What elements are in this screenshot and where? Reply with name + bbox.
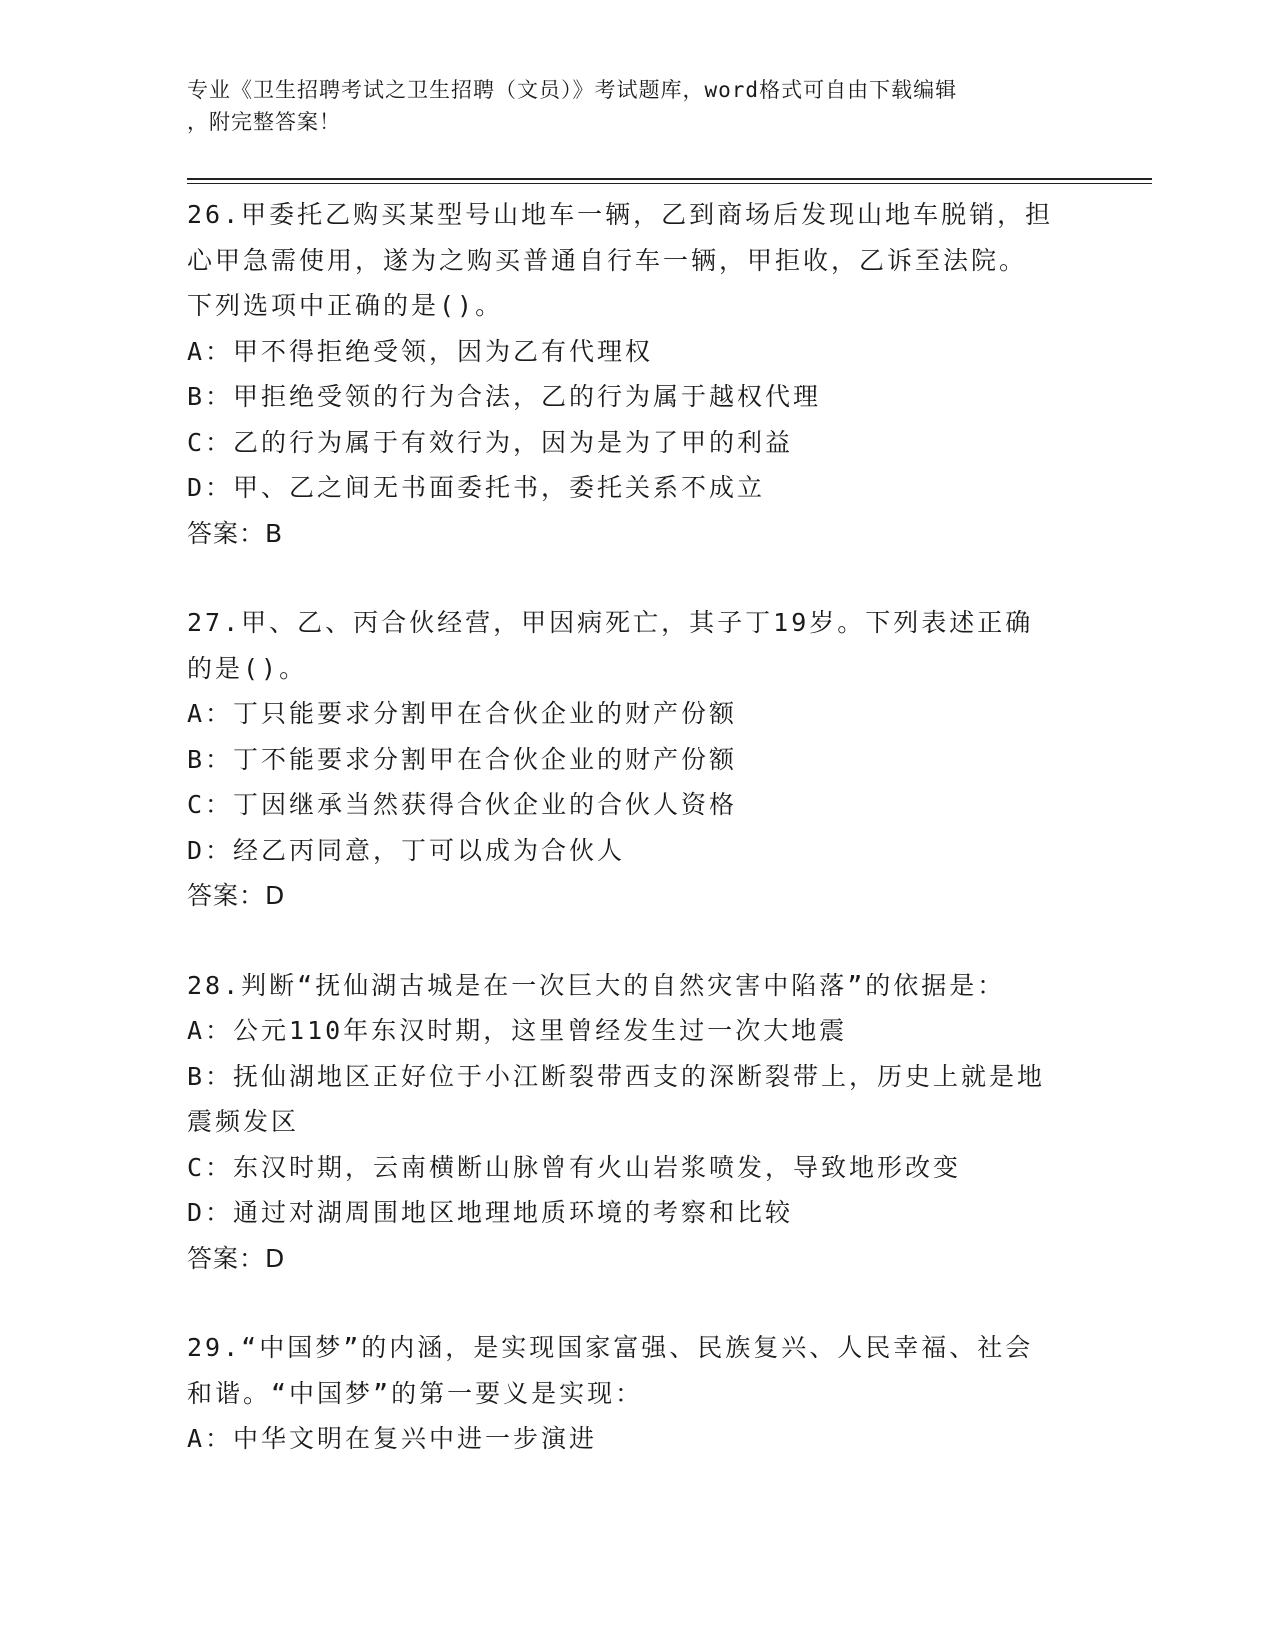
option-d: D：甲、乙之间无书面委托书，委托关系不成立: [187, 473, 766, 502]
option-a: A：丁只能要求分割甲在合伙企业的财产份额: [187, 699, 738, 728]
question-stem-line: 心甲急需使用，遂为之购买普通自行车一辆，甲拒收，乙诉至法院。: [187, 245, 1028, 275]
answer-label: 答案：D: [187, 881, 286, 910]
option-d: D：经乙丙同意，丁可以成为合伙人: [187, 835, 626, 865]
option-b: B：甲拒绝受领的行为合法，乙的行为属于越权代理: [187, 382, 822, 411]
question-list: [187, 192, 1067, 1506]
answer-label: 答案：B: [187, 518, 284, 548]
option-c: C：丁因继承当然获得合伙企业的合伙人资格: [187, 790, 738, 819]
option-c: C：东汉时期，云南横断山脉曾有火山岩浆喷发，导致地形改变: [187, 1152, 962, 1182]
header-line-2: ，附完整答案！: [187, 110, 341, 134]
question-stem-line: 28.判断“抚仙湖古城是在一次巨大的自然灾害中陷落”的依据是：: [187, 970, 1006, 1000]
option-d: D：通过对湖周围地区地理地质环境的考察和比较: [187, 1198, 794, 1227]
question-stem-line: 27.甲、乙、丙合伙经营，甲因病死亡，其子丁19岁。下列表述正确: [187, 608, 1034, 637]
option-b: B：抚仙湖地区正好位于小江断裂带西支的深断裂带上，历史上就是地: [187, 1061, 1046, 1091]
option-b: B：丁不能要求分割甲在合伙企业的财产份额: [187, 744, 738, 774]
document-page: [187, 0, 1152, 1650]
question-26: [187, 192, 1067, 556]
question-27: [187, 600, 1067, 919]
question-29: [187, 1325, 1067, 1462]
answer-label: 答案：D: [187, 1243, 286, 1273]
option-a: A：甲不得拒绝受领，因为乙有代理权: [187, 336, 654, 366]
question-stem-line: 的是()。: [187, 653, 308, 683]
question-stem-line: 29.“中国梦”的内涵，是实现国家富强、民族复兴、人民幸福、社会: [187, 1333, 1034, 1362]
option-b-continued: 震频发区: [187, 1107, 300, 1136]
question-28: [187, 963, 1067, 1282]
question-stem-line: 下列选项中正确的是()。: [187, 291, 504, 320]
header-divider: [187, 178, 1152, 184]
question-stem-line: 和谐。“中国梦”的第一要义是实现：: [187, 1378, 644, 1408]
document-header: [187, 74, 1067, 138]
question-stem-line: 26.甲委托乙购买某型号山地车一辆，乙到商场后发现山地车脱销，担: [187, 200, 1054, 229]
option-a: A：公元110年东汉时期，这里曾经发生过一次大地震: [187, 1016, 848, 1045]
header-line-1: 专业《卫生招聘考试之卫生招聘（文员）》考试题库，word格式可自由下载编辑: [187, 78, 958, 102]
option-a: A：中华文明在复兴中进一步演进: [187, 1424, 598, 1453]
option-c: C：乙的行为属于有效行为，因为是为了甲的利益: [187, 427, 794, 457]
